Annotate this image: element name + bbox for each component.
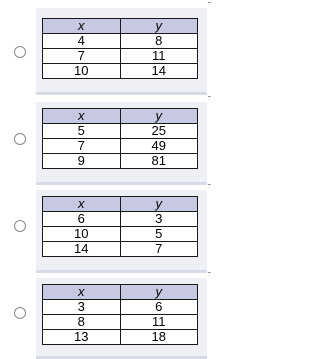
xy-table xyxy=(42,284,198,345)
divider-tick xyxy=(208,96,211,97)
xy-table xyxy=(42,18,198,79)
table-row xyxy=(43,34,198,49)
y-cell: 11 xyxy=(120,315,198,330)
column-header-y: y xyxy=(120,285,198,300)
table-row xyxy=(43,139,198,154)
table-row xyxy=(43,227,198,242)
answer-option-a[interactable] xyxy=(0,2,221,92)
x-cell: 7 xyxy=(43,139,121,154)
answer-option-c[interactable] xyxy=(0,184,221,270)
answer-option-d[interactable] xyxy=(0,272,221,358)
column-header-x: x xyxy=(43,197,121,212)
column-header-x: x xyxy=(43,285,121,300)
radio-button-b[interactable] xyxy=(14,133,26,145)
table-row xyxy=(43,49,198,64)
y-cell: 81 xyxy=(120,154,198,169)
y-cell: 7 xyxy=(120,242,198,257)
y-cell: 18 xyxy=(120,330,198,345)
table-row xyxy=(43,300,198,315)
x-cell: 14 xyxy=(43,242,121,257)
radio-button-a[interactable] xyxy=(14,46,26,58)
answer-option-b[interactable] xyxy=(0,96,221,182)
xy-table xyxy=(42,196,198,257)
table-row xyxy=(43,330,198,345)
x-cell: 3 xyxy=(43,300,121,315)
x-cell: 13 xyxy=(43,330,121,345)
divider-tick xyxy=(208,184,211,185)
x-cell: 5 xyxy=(43,124,121,139)
table-row xyxy=(43,154,198,169)
column-header-y: y xyxy=(120,19,198,34)
x-cell: 7 xyxy=(43,49,121,64)
column-header-x: x xyxy=(43,109,121,124)
y-cell: 11 xyxy=(120,49,198,64)
xy-table xyxy=(42,108,198,169)
y-cell: 14 xyxy=(120,64,198,79)
table-row xyxy=(43,242,198,257)
y-cell: 8 xyxy=(120,34,198,49)
column-header-x: x xyxy=(43,19,121,34)
column-header-y: y xyxy=(120,109,198,124)
radio-button-c[interactable] xyxy=(14,220,26,232)
x-cell: 10 xyxy=(43,64,121,79)
y-cell: 5 xyxy=(120,227,198,242)
divider-tick xyxy=(208,2,211,3)
y-cell: 49 xyxy=(120,139,198,154)
y-cell: 25 xyxy=(120,124,198,139)
table-row xyxy=(43,212,198,227)
table-row xyxy=(43,315,198,330)
table-row xyxy=(43,124,198,139)
divider-tick xyxy=(208,272,211,273)
x-cell: 10 xyxy=(43,227,121,242)
x-cell: 4 xyxy=(43,34,121,49)
radio-button-d[interactable] xyxy=(14,307,26,319)
table-row xyxy=(43,64,198,79)
x-cell: 9 xyxy=(43,154,121,169)
y-cell: 6 xyxy=(120,300,198,315)
column-header-y: y xyxy=(120,197,198,212)
y-cell: 3 xyxy=(120,212,198,227)
x-cell: 6 xyxy=(43,212,121,227)
x-cell: 8 xyxy=(43,315,121,330)
